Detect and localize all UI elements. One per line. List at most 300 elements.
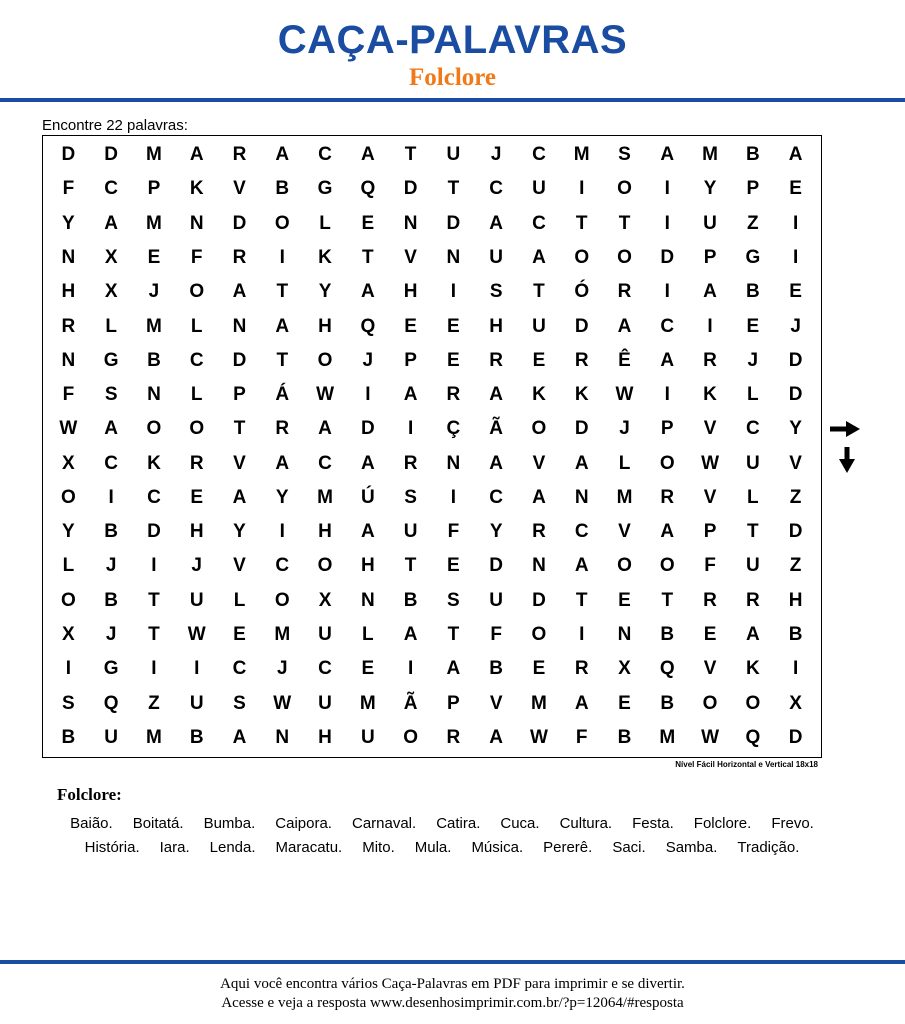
grid-cell: K [703, 384, 717, 406]
grid-cell: Ê [618, 349, 631, 371]
grid-cell: M [531, 692, 547, 714]
grid-cell: A [360, 452, 375, 474]
grid-cell: M [146, 212, 162, 234]
grid-cell: E [233, 624, 246, 646]
word-list-item: Maracatu. [275, 838, 343, 856]
grid-cell: U [318, 624, 332, 646]
grid-cell: T [362, 246, 374, 268]
grid-cell: W [187, 624, 206, 646]
grid-cell: M [146, 144, 162, 166]
grid-cell: M [146, 315, 162, 337]
grid-cell: O [659, 452, 675, 474]
grid-cell: S [233, 692, 246, 714]
grid-cell: K [532, 384, 546, 406]
grid-cell: T [148, 624, 160, 646]
grid-cell: R [403, 452, 418, 474]
grid-cell: U [446, 144, 461, 166]
grid-cell: H [403, 281, 418, 303]
grid-cell: I [108, 486, 114, 508]
grid-cell: Ú [360, 486, 375, 508]
grid-cell: A [660, 144, 675, 166]
grid-cell: X [62, 624, 75, 646]
grid-cell: B [660, 692, 675, 714]
word-list-title: Folclore: [57, 785, 122, 804]
grid-cell: O [60, 589, 76, 611]
grid-cell: P [447, 692, 460, 714]
grid-cell: N [446, 246, 461, 268]
grid-cell: D [788, 349, 803, 371]
grid-cell: Q [659, 658, 675, 680]
grid-cell: W [701, 726, 720, 748]
grid-cell: A [360, 281, 375, 303]
grid-cell: P [147, 178, 161, 200]
grid-cell: C [232, 658, 247, 680]
grid-cell: O [617, 246, 632, 268]
grid-cell: N [574, 486, 589, 508]
grid-cell: O [189, 281, 205, 303]
grid-cell: Y [275, 486, 289, 508]
grid-cell: J [276, 658, 288, 680]
grid-cell: T [447, 178, 460, 200]
grid-cell: N [403, 212, 418, 234]
grid-cell: J [105, 624, 117, 646]
grid-cell: B [745, 281, 760, 303]
grid-cell: F [62, 178, 75, 200]
grid-cell: J [790, 315, 801, 337]
grid-cell: A [232, 281, 247, 303]
grid-cell: Y [789, 418, 802, 440]
grid-cell: R [660, 486, 675, 508]
grid-cell: E [703, 624, 717, 646]
grid-cell: I [579, 624, 585, 646]
grid-cell: Y [703, 178, 717, 200]
grid-cell: E [190, 486, 204, 508]
grid-cell: B [403, 589, 418, 611]
grid-cell: V [233, 555, 246, 577]
grid-cell: B [617, 726, 632, 748]
grid-cell: D [360, 418, 375, 440]
grid-cell: Y [489, 521, 503, 543]
grid-cell: D [660, 246, 675, 268]
grid-cell: A [360, 144, 375, 166]
grid-cell: E [532, 658, 546, 680]
grid-cell: W [701, 452, 720, 474]
word-list-item: Tradição. [737, 838, 800, 856]
grid-cell: C [318, 658, 332, 680]
word-list-item: História. [84, 838, 140, 856]
grid-cell: T [148, 589, 160, 611]
grid-cell: I [664, 281, 670, 303]
grid-cell: P [746, 178, 760, 200]
grid-cell: K [318, 246, 332, 268]
grid-cell: M [146, 726, 162, 748]
grid-cell: R [446, 384, 461, 406]
grid-cell: F [447, 521, 460, 543]
grid-cell: Q [103, 692, 119, 714]
grid-cell: T [575, 212, 588, 234]
grid-cell: F [62, 384, 75, 406]
grid-cell: B [275, 178, 290, 200]
grid-cell: O [60, 486, 76, 508]
grid-cell: Y [62, 521, 75, 543]
grid-cell: O [617, 178, 632, 200]
grid-cell: Y [62, 212, 75, 234]
grid-cell: K [745, 658, 760, 680]
grid-cell: O [146, 418, 162, 440]
grid-cell: V [532, 452, 546, 474]
grid-cell: C [104, 452, 119, 474]
grid-cell: I [707, 315, 713, 337]
grid-cell: R [617, 281, 632, 303]
grid-cell: Ó [574, 281, 590, 303]
word-list-item: Boitatá. [132, 815, 184, 832]
grid-cell: M [359, 692, 376, 714]
grid-cell: B [745, 144, 760, 166]
grid-cell: T [447, 624, 460, 646]
grid-cell: E [789, 281, 802, 303]
grid-cell: S [104, 384, 118, 406]
grid-cell: L [190, 384, 203, 406]
grid-cell: Z [789, 555, 802, 577]
grid-cell: O [403, 726, 418, 748]
grid-cell: L [105, 315, 117, 337]
grid-cell: O [531, 418, 547, 440]
grid-cell: S [62, 692, 75, 714]
grid-cell: C [147, 486, 161, 508]
grid-cell: R [703, 589, 717, 611]
grid-cell: F [190, 246, 203, 268]
grid-cell: C [532, 212, 546, 234]
grid-cell: Q [745, 726, 761, 748]
grid-cell: R [574, 658, 589, 680]
grid-cell: P [703, 246, 717, 268]
grid-cell: A [275, 315, 290, 337]
grid-cell: V [404, 246, 417, 268]
grid-cell: N [275, 726, 290, 748]
grid-cell: I [450, 281, 457, 303]
grid-cell: O [274, 212, 290, 234]
grid-cell: U [745, 452, 760, 474]
grid-cell: E [361, 658, 375, 680]
grid-cell: A [489, 452, 504, 474]
grid-cell: M [616, 486, 633, 508]
grid-cell: A [104, 212, 119, 234]
grid-cell: G [103, 349, 119, 371]
grid-cell: R [703, 349, 717, 371]
grid-cell: C [489, 178, 504, 200]
grid-cell: I [450, 486, 457, 508]
word-list-item: Cuca. [500, 815, 540, 832]
grid-cell: O [617, 555, 632, 577]
grid-cell: J [619, 418, 630, 440]
grid-cell: L [618, 452, 631, 474]
grid-cell: T [404, 144, 417, 166]
grid-cell: C [189, 349, 204, 371]
grid-cell: A [232, 486, 247, 508]
grid-cell: E [447, 315, 460, 337]
grid-cell: X [318, 589, 332, 611]
bottom-divider [0, 960, 905, 964]
grid-cell: E [532, 349, 546, 371]
word-list-item: Bumba. [203, 815, 256, 832]
grid-cell: T [533, 281, 545, 303]
grid-cell: D [446, 212, 461, 234]
grid-cell: B [189, 726, 204, 748]
grid-cell: O [659, 555, 675, 577]
grid-cell: C [574, 521, 589, 543]
grid-cell: P [660, 418, 674, 440]
grid-cell: U [403, 521, 418, 543]
grid-cell: D [104, 144, 119, 166]
grid-cell: L [319, 212, 331, 234]
grid-cell: A [745, 624, 760, 646]
grid-cell: M [659, 726, 676, 748]
grid-cell: O [531, 624, 547, 646]
grid-cell: P [703, 521, 717, 543]
word-list-item: Música. [471, 838, 524, 856]
grid-cell: E [404, 315, 417, 337]
word-list-item: Caipora. [275, 815, 332, 832]
grid-cell: A [318, 418, 332, 440]
grid-cell: K [189, 178, 204, 200]
grid-cell: O [317, 349, 333, 371]
grid-cell: R [232, 246, 247, 268]
grid-cell: R [489, 349, 504, 371]
grid-cell: N [532, 555, 546, 577]
grid-cell: Z [148, 692, 160, 714]
grid-cell: O [745, 692, 761, 714]
grid-cell: W [59, 418, 78, 440]
grid-cell: X [104, 246, 118, 268]
grid-cell: L [233, 589, 246, 611]
grid-cell: E [618, 589, 631, 611]
grid-cell: Á [275, 384, 290, 406]
grid-cell: Y [318, 281, 332, 303]
grid-cell: L [190, 315, 203, 337]
grid-cell: I [279, 521, 285, 543]
grid-cell: I [407, 658, 414, 680]
grid-cell: G [103, 658, 119, 680]
grid-cell: A [703, 281, 717, 303]
grid-cell: K [147, 452, 161, 474]
grid-cell: A [232, 726, 247, 748]
grid-cell: N [61, 246, 76, 268]
grid-cell: Y [233, 521, 246, 543]
grid-cell: V [233, 452, 246, 474]
grid-cell: N [61, 349, 76, 371]
grid-cell: Z [789, 486, 802, 508]
grid-cell: U [360, 726, 375, 748]
word-list-item: Samba. [665, 838, 718, 856]
grid-cell: A [574, 692, 589, 714]
word-list-item: Pererê. [543, 838, 593, 856]
grid-cell: I [664, 212, 670, 234]
grid-cell: C [745, 418, 760, 440]
arrow-down-icon [838, 447, 856, 473]
grid-cell: V [703, 658, 717, 680]
grid-cell: P [404, 349, 417, 371]
grid-cell: M [573, 144, 590, 166]
grid-cell: I [65, 658, 72, 680]
grid-cell: H [189, 521, 204, 543]
grid-cell: J [362, 349, 374, 371]
grid-cell: H [788, 589, 803, 611]
grid-cell: T [276, 349, 289, 371]
grid-cell: N [147, 384, 161, 406]
grid-cell: U [189, 692, 204, 714]
grid-cell: R [275, 418, 290, 440]
grid-cell: E [789, 178, 802, 200]
grid-cell: V [618, 521, 631, 543]
grid-cell: C [318, 452, 332, 474]
arrow-right-icon [830, 420, 860, 438]
grid-cell: U [318, 692, 332, 714]
grid-cell: N [446, 452, 461, 474]
grid-cell: M [274, 624, 291, 646]
grid-cell: I [792, 658, 799, 680]
grid-cell: Ç [446, 418, 461, 440]
grid-cell: D [788, 726, 803, 748]
difficulty-label: Nível Fácil Horizontal e Vertical 18x18 [675, 760, 818, 769]
grid-cell: H [489, 315, 504, 337]
grid-cell: U [189, 589, 204, 611]
grid-cell: W [615, 384, 634, 406]
grid-cell: V [789, 452, 802, 474]
grid-cell: X [618, 658, 631, 680]
word-list [42, 812, 842, 859]
footer-line-1: Aqui você encontra vários Caça-Palavras em PDF para imprimir e se divertir. [220, 976, 685, 992]
word-search-grid [42, 135, 822, 758]
grid-cell: Z [747, 212, 759, 234]
grid-cell: N [189, 212, 204, 234]
grid-cell: T [747, 521, 759, 543]
grid-cell: O [574, 246, 590, 268]
word-list-item: Lenda. [209, 838, 256, 856]
grid-cell: B [104, 589, 119, 611]
grid-cell: B [660, 624, 675, 646]
grid-cell: W [529, 726, 548, 748]
grid-cell: W [273, 692, 292, 714]
instruction-text: Encontre 22 palavras: [42, 117, 188, 134]
grid-cell: T [618, 212, 631, 234]
grid-cell: T [575, 589, 588, 611]
grid-cell: C [532, 144, 546, 166]
grid-cell: T [233, 418, 246, 440]
grid-cell: B [61, 726, 76, 748]
letter-grid [43, 136, 821, 757]
grid-cell: O [317, 555, 333, 577]
grid-cell: D [532, 589, 546, 611]
grid-cell: V [233, 178, 246, 200]
grid-cell: A [532, 246, 546, 268]
grid-cell: L [747, 384, 759, 406]
top-divider [0, 98, 905, 102]
grid-cell: C [275, 555, 290, 577]
grid-cell: O [274, 589, 290, 611]
grid-cell: D [232, 212, 247, 234]
grid-cell: O [702, 692, 718, 714]
grid-cell: A [660, 349, 675, 371]
grid-cell: R [745, 589, 760, 611]
grid-cell: D [574, 418, 589, 440]
grid-cell: E [447, 349, 460, 371]
word-list-item: Catira. [436, 815, 481, 832]
grid-cell: D [403, 178, 418, 200]
grid-cell: B [147, 349, 161, 371]
grid-cell: D [147, 521, 161, 543]
grid-cell: R [232, 144, 247, 166]
word-list-item: Mula. [414, 838, 452, 856]
grid-cell: X [789, 692, 802, 714]
grid-cell: K [574, 384, 589, 406]
grid-cell: A [617, 315, 632, 337]
grid-cell: L [62, 555, 75, 577]
grid-cell: O [189, 418, 205, 440]
grid-cell: A [489, 726, 504, 748]
grid-cell: S [404, 486, 417, 508]
grid-cell: L [362, 624, 374, 646]
grid-cell: I [365, 384, 371, 406]
grid-cell: D [788, 384, 803, 406]
grid-cell: I [194, 658, 200, 680]
grid-cell: U [489, 246, 504, 268]
grid-cell: H [61, 281, 76, 303]
grid-cell: S [447, 589, 460, 611]
grid-cell: A [574, 452, 589, 474]
grid-cell: M [702, 144, 718, 166]
grid-cell: J [105, 555, 117, 577]
grid-cell: E [618, 692, 631, 714]
grid-cell: I [792, 246, 799, 268]
grid-cell: A [788, 144, 803, 166]
word-list-item: Iara. [159, 838, 190, 856]
grid-cell: J [490, 144, 502, 166]
grid-cell: R [446, 726, 461, 748]
grid-cell: T [404, 555, 417, 577]
grid-cell: D [574, 315, 589, 337]
grid-cell: U [532, 315, 546, 337]
grid-cell: H [360, 555, 375, 577]
grid-cell: U [104, 726, 119, 748]
grid-cell: I [407, 418, 414, 440]
grid-cell: D [61, 144, 76, 166]
grid-cell: N [617, 624, 632, 646]
grid-cell: A [489, 212, 504, 234]
grid-cell: D [788, 521, 803, 543]
grid-cell: H [318, 521, 332, 543]
grid-cell: V [703, 486, 717, 508]
grid-cell: A [660, 521, 675, 543]
grid-cell: U [532, 178, 546, 200]
grid-cell: A [403, 624, 418, 646]
grid-cell: F [575, 726, 588, 748]
grid-cell: V [489, 692, 503, 714]
word-list-item: Mito. [362, 838, 395, 856]
grid-cell: A [104, 418, 119, 440]
grid-cell: C [489, 486, 504, 508]
page-title: CAÇA-PALAVRAS [277, 18, 628, 62]
grid-cell: I [151, 658, 157, 680]
grid-cell: T [661, 589, 674, 611]
grid-cell: N [232, 315, 247, 337]
grid-cell: P [233, 384, 246, 406]
grid-cell: H [318, 726, 332, 748]
grid-cell: A [275, 144, 290, 166]
grid-cell: N [360, 589, 375, 611]
grid-cell: F [704, 555, 716, 577]
grid-cell: E [147, 246, 161, 268]
grid-cell: D [489, 555, 504, 577]
